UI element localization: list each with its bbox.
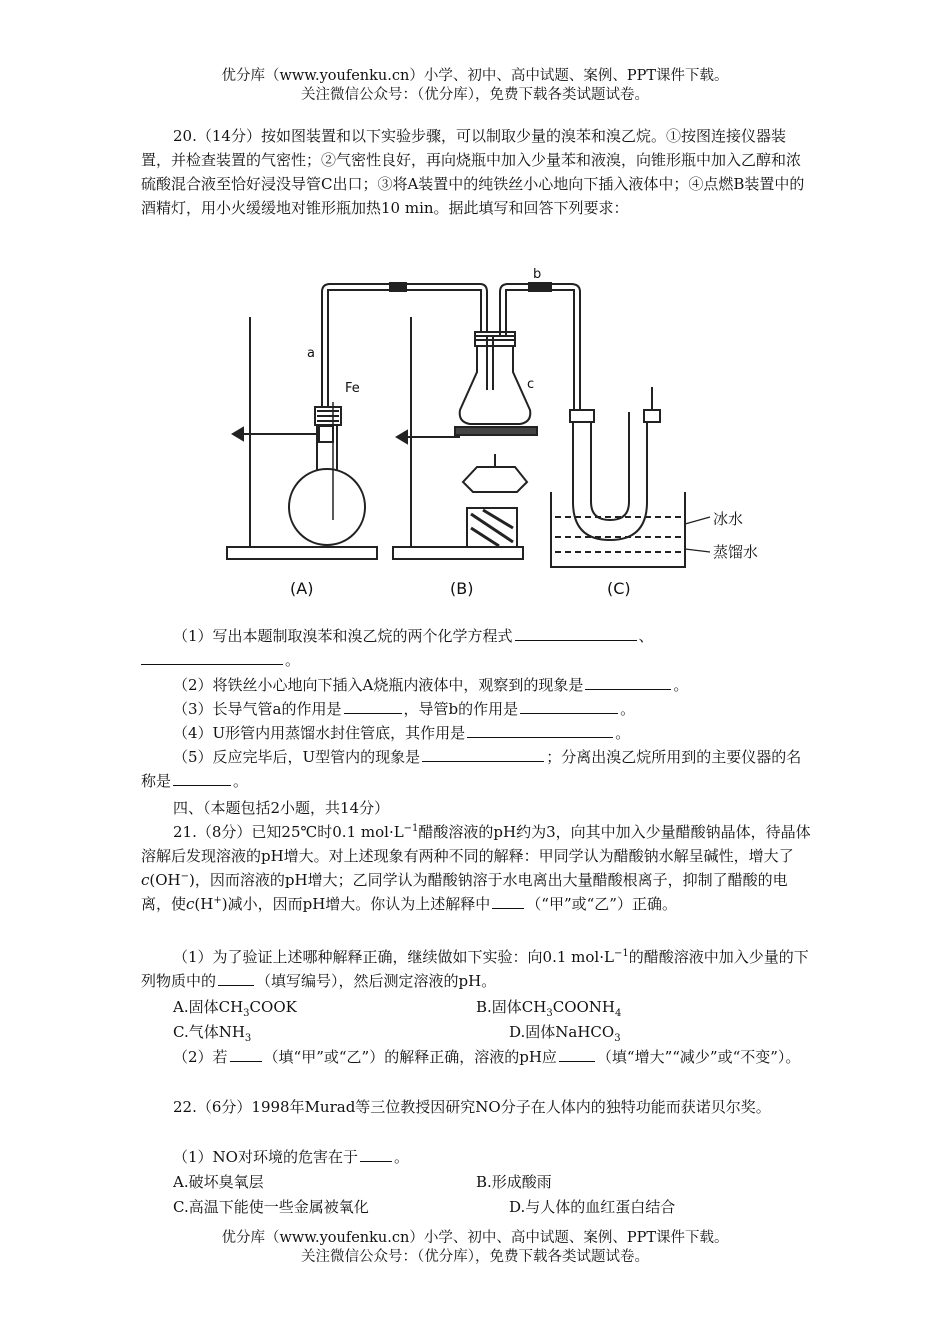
answer-blank[interactable] [492,893,524,909]
page-header [0,67,950,105]
section-4-title: 四、（本题包括2小题，共14分） [173,799,390,817]
label-ice-water: 冰水 [713,510,744,528]
stand-b-base [393,547,523,559]
label-fe: Fe [345,381,360,396]
q22-option-b: B.形成酸雨 [476,1173,552,1191]
q21-option-a: A.固体$CH_3COOK$ [173,998,297,1019]
footer-line-1: 优分库（www.youfenku.cn）小学、初中、高中试题、案例、PPT课件下载。 [221,1230,729,1246]
apparatus-figure [215,262,775,607]
caption-c: (C) [607,579,631,598]
answer-blank[interactable] [585,674,671,690]
footer-line-2: 关注微信公众号：（优分库），免费下载各类试题试卷。 [301,1249,649,1265]
answer-blank[interactable] [218,970,254,986]
q22-option-a: A.破坏臭氧层 [173,1173,264,1191]
answer-blank[interactable] [559,1046,595,1062]
answer-blank[interactable] [230,1046,262,1062]
q21-intro: 21.（8分）已知25℃时0.1 $mol\cdot L^{-1}$醋酸溶液的pH约为3，向其中加入少量醋酸钠晶体，待晶体溶解后发现溶液的pH增大。对上述现象有两种不同的解释：甲同学认为醋酸钠水解呈碱性，增大了c(OH−)，因而溶液的pH增大；乙同学认为醋酸钠溶于水电离出大量醋酸根离子，抑制了醋酸的电离，使c(H+)减小，因而pH增大。你认为上述解释中 （“甲”或“乙”）正确。 [141,823,811,913]
label-distilled-water: 蒸馏水 [713,543,759,561]
q21-option-c: C.气体$NH_3$ [173,1023,252,1044]
answer-blank[interactable] [467,722,613,738]
beaker [551,492,685,567]
q20-s4: （4）U形管内用蒸馏水封住管底，其作用是 。 [173,724,631,742]
caption-b: (B) [450,579,474,598]
header-line-1: 优分库（www.youfenku.cn）小学、初中、高中试题、案例、PPT课件下载。 [221,68,729,84]
page-footer [0,1229,950,1267]
header-line-2: 关注微信公众号：（优分库），免费下载各类试题试卷。 [301,87,649,103]
q20-s5: （5）反应完毕后，U型管内的现象是 ；分离出溴乙烷所用到的主要仪器的名称是 。 [141,748,802,790]
label-a: a [307,346,315,361]
stand-a-base [227,547,377,559]
label-b: b [533,267,542,282]
wire-gauze [455,427,537,435]
q21-option-b: B.固体$CH_3COONH_4$ [476,998,622,1019]
q21-s2: （2）若 （填“甲”或“乙”）的解释正确，溶液的pH应 （填“增大”“减少”或“不变”）。 [173,1048,801,1066]
q22-s1: （1）NO对环境的危害在于 。 [173,1148,409,1166]
answer-blank[interactable] [173,770,231,786]
flask-a [289,469,365,545]
answer-blank[interactable] [422,746,544,762]
caption-a: (A) [290,579,314,598]
answer-blank[interactable] [141,649,283,665]
label-c: c [527,377,535,392]
q20-s2: （2）将铁丝小心地向下插入A烧瓶内液体中，观察到的现象是 。 [173,676,689,694]
answer-blank[interactable] [360,1146,392,1162]
q20-s1: （1）写出本题制取溴苯和溴乙烷的两个化学方程式 、 。 [141,624,811,672]
answer-blank[interactable] [344,698,402,714]
answer-blank[interactable] [520,698,618,714]
q21-s1: （1）为了验证上述哪种解释正确，继续做如下实验：向0.1 $mol\cdot L^{-1}$的醋酸溶液中加入少量的下列物质中的 （填写编号），然后测定溶液的pH。 [141,948,809,990]
q21-option-d: D.固体NaHCO$_3$ [509,1023,621,1044]
conical-flask [460,337,531,424]
answer-blank[interactable] [515,625,637,641]
q22-option-c: C.高温下能使一些金属被氧化 [173,1198,369,1216]
q20-s3: （3）长导气管a的作用是 ，导管b的作用是 。 [173,700,636,718]
q20-intro: 20.（14分）按如图装置和以下实验步骤，可以制取少量的溴苯和溴乙烷。①按图连接仪器装置，并检查装置的气密性；②气密性良好，再向烧瓶中加入少量苯和液溴，向锥形瓶中加入乙醇和浓硫酸混合液至恰好浸没导管C出口；③将A装置中的纯铁丝小心地向下插入液体中；④点燃B装置中的酒精灯，用小火缓缓地对锥形瓶加热10 min。据此填写和回答下列要求： [141,127,805,217]
q22-option-d: D.与人体的血红蛋白结合 [509,1198,676,1216]
q22-intro: 22.（6分）1998年Murad等三位教授因研究NO分子在人体内的独特功能而获诺贝尔奖。 [173,1098,771,1116]
alcohol-burner [463,467,527,492]
